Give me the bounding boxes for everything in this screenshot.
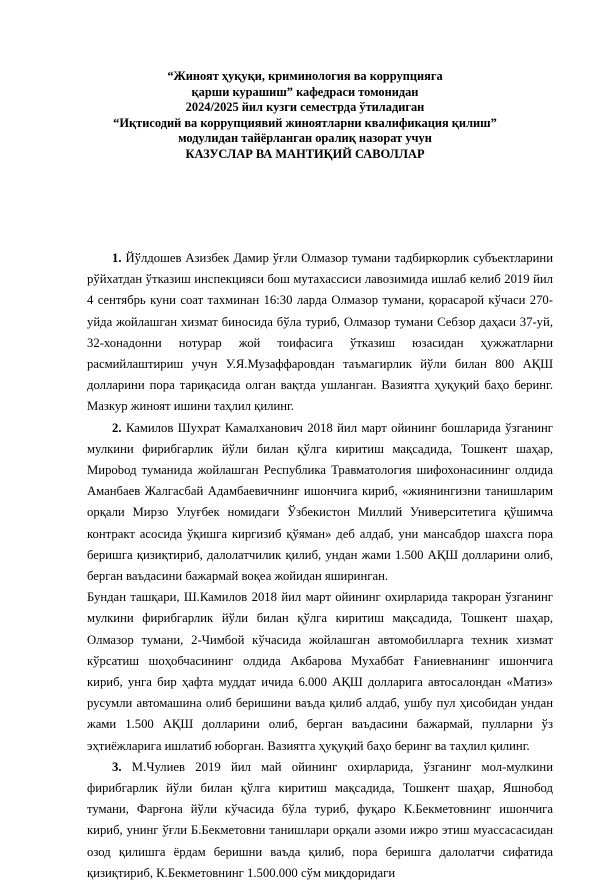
header-line-1: “Жиноят ҳуқуқи, криминология ва коррупцияга: [167, 69, 443, 83]
case-1: [87, 248, 553, 418]
header-line-5: модулидан тайёрланган оралиқ назорат учун: [178, 131, 432, 146]
document-body: [87, 248, 553, 884]
case-2: [87, 418, 553, 588]
case-text: М.Чулиев 2019 йил май ойининг охирларида, ўзганинг мол-мулкини фирибгарлик йўли билан қўлга киритиш мақсадида, Тошкент шаҳар, Яшнобод тумани, Фарғона йўли кўчасида бўла туриб, фуқаро К.Бекметовнинг ишончига кириб, унинг ўғли Б.Бекметовни танишлари орқали əзоми ижро этиш муассасасидан озод қилишга ёрдам беришни ваъда қилиб, пора беришга далолатчи сифатида қизиқтириб, К.Бекметовнинг 1.500.000 сўм миқдоридаги: [87, 759, 553, 880]
case-2-continuation: [87, 587, 553, 757]
header-line-4: “Иқтисодий ва коррупциявий жиноятларни квалификация қилиш”: [113, 115, 497, 130]
case-text: Камилов Шухрат Камалханович 2018 йил март ойининг бошларида ўзганинг мулкини фирибгарлик йўли билан қўлга киритиш мақсадида, Тошкент шаҳар, Мирobод туманида жойлашган Республика Травматология шифохонасининг олдида Аманбаев Жалгасбай Адамбаевичнинг ишончига кириб, «жиянингизни танишларим орқали Мирзо Улуғбек номидаги Ўзбекистон Миллий Университетига қўшимча контракт асосида ўқишга киргизиб қўяман» деб алдаб, уни мансабдор шахсга пора беришга қизиқтириб, далолатчилик қилиб, ундан жами 1.500 АҚШ долларини олиб, берган ваъдасини бажармай воқеа жойидан яширинган.: [87, 420, 553, 584]
header-title: КАЗУСЛАР ВА МАНТИҚИЙ САВОЛЛАР: [185, 146, 425, 161]
header-line-3: 2024/2025 йил кузги семестрда ўтиладиган: [185, 100, 425, 115]
document-header: [80, 69, 530, 163]
case-text: Йўлдошев Азизбек Дамир ўғли Олмазор тумани тадбиркорлик субъектларини рўйхатдан ўтказиш инспекцияси бош мутахассиси лавозимида ишлаб келиб 2019 йил 4 сентябрь куни соат тахминан 16:30 ларда Олмазор тумани, қорасарой кўчаси 270-уйда жойлашган хизмат биносида бўла туриб, Олмазор тумани Себзор даҳаси 37-уй, 32-хонадонни нотурар жой тоифасига ўтказиш юзасидан ҳужжатларни расмийлаштириш учун У.Я.Музаффаровдан таъмагирлик йўли билан 800 АҚШ долларини пора тариқасида олган вақтда ушланган. Вазиятга ҳуқуқий баҳо беринг. Мазкур жиноят ишини таҳлил қилинг.: [87, 251, 553, 414]
header-line-2: қарши курашиш” кафедраси томонидан: [191, 84, 419, 99]
case-number: 2.: [112, 420, 122, 435]
case-number: 3.: [112, 759, 122, 774]
case-number: 1.: [112, 251, 122, 265]
case-3: [87, 757, 553, 884]
case-text: Бундан ташқари, Ш.Камилов 2018 йил март ойининг охирларида такроран ўзганинг мулкини фирибгарлик йўли билан қўлга киритиш мақсадида, Тошкент шаҳар, Олмазор тумани, 2-Чимбой кўчасида жойлашган автомобилларга техник хизмат кўрсатиш шоҳобчасининг олдида Акбарова Мухаббат Ғаниевнанинг ишончига кириб, унга бир ҳафта муддат ичида 6.000 АҚШ долларига автосалондан «Матиз» русумли автомашина олиб беришини ваъда қилиб алдаб, ушбу пул ҳисобидан ундан жами 1.500 АҚШ долларини олиб, берган ваъдасини бажармай, пулларни ўз эҳтиёжларига ишлатиб юборган. Вазиятга ҳуқуқий баҳо беринг ва таҳлил қилинг.: [87, 590, 553, 753]
